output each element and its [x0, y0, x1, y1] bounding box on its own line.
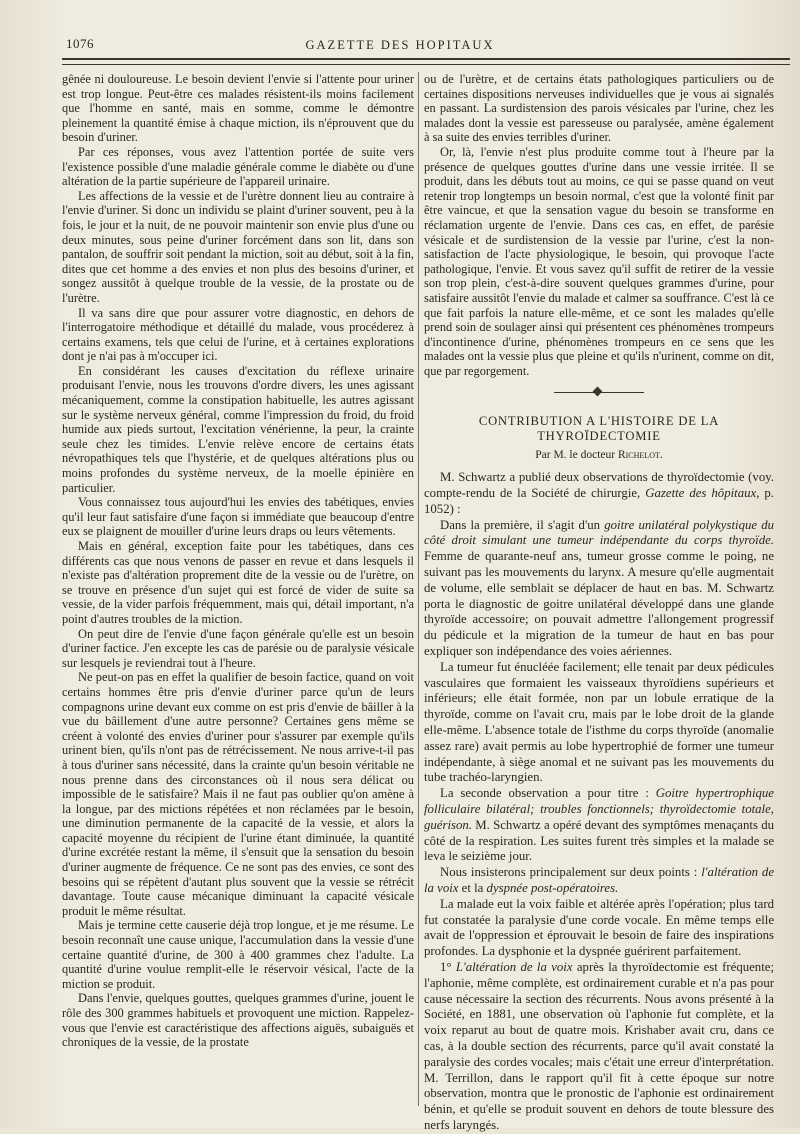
paragraph: La seconde observation a pour titre : Goitre hypertrophique folliculaire bilatéral; troubles fonctionnels; thyroïdectomie totale, guérison. M. Schwartz a opéré devant des symptômes menaçants du côté de la respiration. Les suites furent très simples et la malade se leva le seizième jour.	[424, 786, 774, 864]
paragraph: 1° L'altération de la voix après la thyroïdectomie est fréquente; l'aphonie, même complète, est ordinairement curable et n'a pas pour cause nécessaire la section des récurrents. Nous avons présenté à la Société, en 1881, une observation où l'aphonie fut complète, et la voix reparut au bout de quatre mois. Krishaber avait cru, dans ce cas, à la double section des récurrents, parce qu'il avait constaté la paralysie des cordes vocales; mais c'était une erreur d'interprétation. M. Terrillon, dans le rapport qu'il fit à cette époque sur notre observation, montra que le pronostic de l'aphonie est ordinairement bénin, et qu'elle se produit souvent en dehors de toute blessure des nerfs laryngés.	[424, 959, 774, 1132]
header-rule	[62, 58, 790, 60]
paragraph: En considérant les causes d'excitation du réflexe urinaire produisant l'envie, nous les trouvons d'ordre divers, les unes agissant mécaniquement, comme la constipation habituelle, les autres agissant sur le système nerveux général, comme l'impression du froid, du froid humide aux pieds surtout, l'excitation vénérienne, la peur, la crainte seule chez les timides. L'envie relève encore de certains états névropathiques tels que l'hystérie, et de quelques altérations plus ou moins profondes du système nerveux, de la moelle épinière en particulier.	[62, 363, 414, 495]
paragraph: Vous connaissez tous aujourd'hui les envies des tabétiques, envies qu'il leur faut satisfaire d'une façon si immédiate que beaucoup d'entre eux se plaignent de mouiller d'urine leurs draps ou leurs vêtements.	[62, 495, 414, 539]
paragraph: Mais en général, exception faite pour les tabétiques, dans ces différents cas que nous venons de passer en revue et dans lesquels il n'existe pas d'altération proprement dite de la vessie ou de l'urètre, on se trouve en présence d'un sujet qui est forcé de vider de suite sa vessie, de la vider parfois fréquemment, mais qui, détail important, n'a point d'autres troubles de la miction.	[62, 539, 414, 626]
paragraph: Il va sans dire que pour assurer votre diagnostic, en dehors de l'interrogatoire méthodique et détaillé du malade, vous procéderez à certains examens, tels que celui de l'urine, et à certaines explorations dont je n'ai pas à m'occuper ici.	[62, 305, 414, 364]
paragraph: Les affections de la vessie et de l'urètre donnent lieu au contraire à l'envie d'uriner. Si donc un individu se plaint d'uriner souvent, peu à la fois, le jour et la nuit, de ne pouvoir maintenir son envie plus d'une ou deux minutes, sous peine d'uriner forcément dans son lit, dans son pantalon, de souffrir soit pendant la miction, soit au début, soit à la fin, dites que cet homme a des envies et non plus des besoins d'uriner, et songez aussitôt à quelque trouble de la vessie, de la prostate ou de l'urètre.	[62, 188, 414, 305]
paragraph: On peut dire de l'envie d'une façon générale qu'elle est un besoin d'uriner factice. J'en excepte les cas de parésie ou de paralysie vésicale sur lesquels je reviendrai tout à l'heure.	[62, 626, 414, 670]
paragraph: Nous insisterons principalement sur deux points : l'altération de la voix et la dyspnée post-opératoires.	[424, 865, 775, 895]
right-column	[424, 72, 774, 1134]
byline-prefix: Par M. le docteur	[535, 448, 616, 461]
paragraph: Par ces réponses, vous avez l'attention portée de suite vers l'existence possible d'une maladie générale comme le diabète ou d'une altération de la partie supérieure de l'appareil urinaire.	[62, 144, 414, 189]
paragraph: gênée ni douloureuse. Le besoin devient l'envie si l'attente pour uriner est trop longue. Peut-être ces malades résistent-ils moins facilement que l'homme en santé, mais en somme, comme le démontre pleinement la quantité émise à chaque miction, ils n'éprouvent que du besoin d'uriner.	[62, 72, 414, 145]
paragraph: Dans l'envie, quelques gouttes, quelques grammes d'urine, jouent le rôle des 300 grammes habituels et provoquent une miction. Rappelez-vous que l'envie est caractéristique des affections aiguës, subaiguës et chroniques de la vessie, de la prostate	[62, 991, 414, 1050]
paragraph: ou de l'urètre, et de certains états pathologiques particuliers ou de certaines dispositions nerveuses individuelles que je vous ai signalés en passant. La surdistension des parois vésicales par l'urine, chez les malades dont la vessie est paresseuse ou paralysée, amène également à sa suite des envies terribles d'uriner.	[424, 72, 774, 145]
paragraph: La tumeur fut énucléée facilement; elle tenait par deux pédicules vasculaires que formaient les vaisseaux thyroïdiens supérieurs et inférieurs; elle était formée, non par un lobule erratique de la thyroïde, comme on l'avait cru, mais par le lobe droit de la glande elle-même. L'absence totale de l'isthme du corps thyroïde (anomalie assez rare) avait permis au lobe hypertrophié de former une tumeur indépendante, à siège anomal et ne suivant pas les mouvements du tube trachéo-laryngien.	[424, 659, 774, 785]
paragraph: La malade eut la voix faible et altérée après l'opération; plus tard fut constatée la paralysie d'une corde vocale. En même temps elle avait de l'oppression et éprouvait le besoin de faire des inspirations profondes. La dysphonie et la dyspnée guérirent parfaitement.	[424, 896, 774, 959]
page-number: 1076	[66, 36, 94, 51]
article-title: CONTRIBUTION A L'HISTOIRE DE LA THYROÏDECTOMIE	[478, 414, 720, 444]
byline-author: Richelot.	[617, 448, 663, 461]
paragraph: Or, là, l'envie n'est plus produite comme tout à l'heure par la présence de quelques gouttes d'urine dans une vessie irritée. Il se produit, dans les débuts tout au moins, ce qui se passe quand on veut retenir trop longtemps un besoin normal, c'est que la volonté finit par être vaincue, et que la sensation vague du besoin se transforme en réclamation urgente de l'envie. Dans ces cas, en effet, de parésie vésicale et de surdistension de la vessie par l'urine, c'est la non-satisfaction de l'acte physiologique, le besoin, qui provoque l'acte pathologique, l'envie. Et vous savez qu'il suffit de retirer de la vessie son trop plein, c'est-à-dire souvent quelques grammes d'urine, pour satisfaire aussitôt l'envie du malade et calmer sa souffrance. C'est là ce que fait parfois la nature elle-même, et ce sont les malades qu'elle prend soin de soulager ainsi qui présentent ces phénomènes trompeurs d'incontinence d'urine, phénomènes trompeurs en ce sens que les malades ont la vessie plus que pleine et qu'ils n'urinent, comme on dit, que par regorgement.	[424, 144, 774, 378]
paragraph: Ne peut-on pas en effet la qualifier de besoin factice, quand on voit certains hommes être pris d'envie d'uriner parce qu'un de leurs compagnons urine devant eux comme on est pris d'envie de bâiller à la vue du bâillement d'une autre personne? Certaines gens même se créent à volonté des envies d'uriner pour s'assurer par exemple qu'ils urinent bien, qu'ils n'ont pas de rétrécissement. Ne nous arrive-t-il pas à tous d'uriner sans nécessité, dans la crainte qu'un besoin véritable ne nous prenne dans des circonstances où il nous sera délicat ou impossible de le satisfaire? Mais il ne faut pas oublier qu'on amène à la longue, par des mictions répétées et non réclamées par le besoin, une diminution permanente de la capacité de la vessie, et alors la capacité moyenne du récipient de l'urine étant diminuée, la quantité d'urine excrétée restant la même, il s'ensuit que la sensation du besoin d'uriner augmente de fréquence. Ce ne sont pas des envies, ce sont des besoins qui se répètent d'autant plus souvent que la vessie se rétrécit davantage. Toute cause mécanique diminuant la capacité vésicale produit le même résultat.	[62, 670, 414, 918]
column-divider	[418, 72, 419, 1106]
paragraph: M. Schwartz a publié deux observations de thyroïdectomie (voy. compte-rendu de la Société de chirurgie, Gazette des hôpitaux, p. 1052) :	[424, 470, 774, 516]
paragraph: Mais je termine cette causerie déjà trop longue, et je me résume. Le besoin reconnaît une cause unique, l'accumulation dans la vessie d'une certaine quantité d'urine, de 300 à 400 grammes chez l'adulte. La quantité d'urine voulue remplit-elle le réservoir vésical, l'acte de la miction se produit.	[62, 918, 414, 991]
section-ornament	[424, 384, 774, 402]
article-byline	[424, 448, 774, 463]
header-rule-thin	[62, 64, 790, 65]
left-column	[62, 72, 414, 1050]
running-head: GAZETTE DES HOPITAUX	[305, 38, 495, 52]
citation: Gazette des hôpitaux	[645, 486, 757, 501]
paragraph: Dans la première, il s'agit d'un goitre unilatéral polykystique du côté droit simulant une tumeur indépendante du corps thyroïde. Femme de quarante-neuf ans, tumeur grosse comme le poing, ne suivant pas les mouvements du larynx. A mesure qu'elle augmentait de volume, elle semblait se déplacer de haut en bas. M. Schwartz porta le diagnostic de goitre unilatéral développé dans une glande thyroïde accessoire; on pouvait admettre l'allongement progressif du pédicule et la migration de la tumeur de haut en bas pour expliquer son indépendance des voies aériennes.	[424, 517, 774, 659]
